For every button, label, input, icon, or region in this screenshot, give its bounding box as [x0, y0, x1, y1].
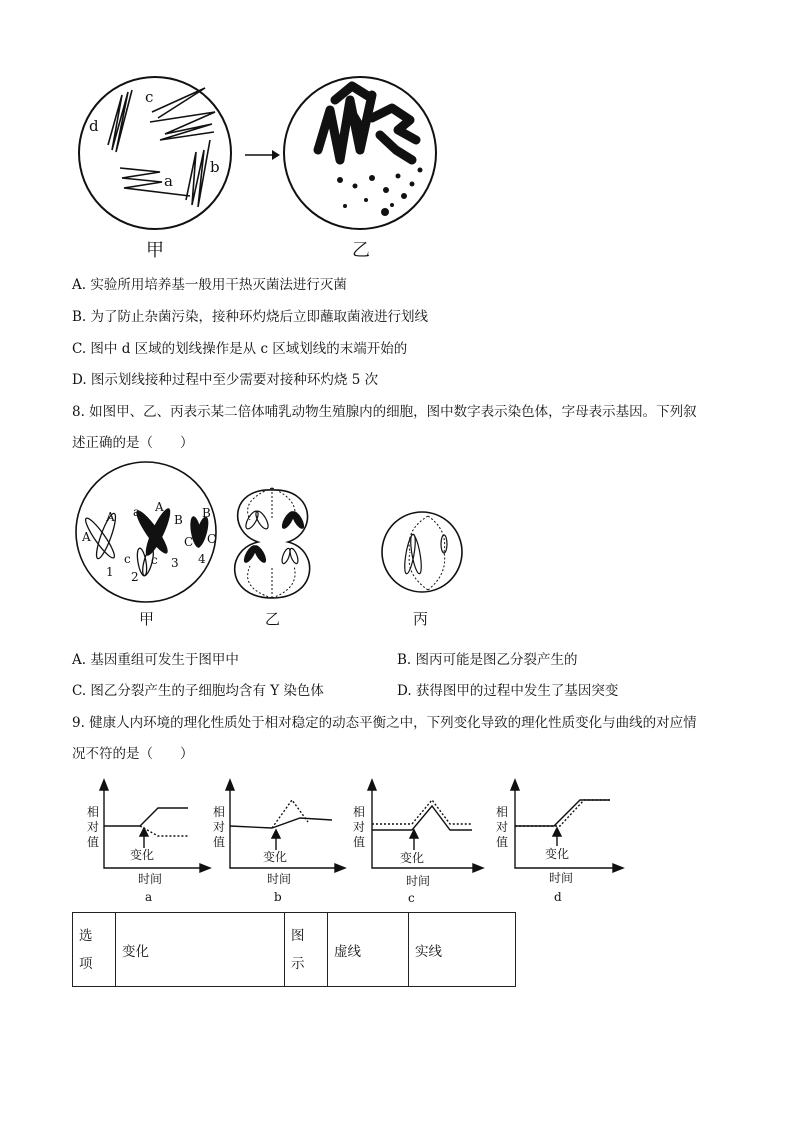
q7-option-c: C. 图中 d 区域的划线操作是从 c 区域划线的末端开始的 [72, 341, 408, 357]
table-header-solid: 实线 [409, 913, 516, 987]
table-header-option [73, 913, 116, 987]
gene-label-a: a [133, 505, 141, 519]
graph-b-ylabel-2: 对 [213, 820, 226, 834]
table-header-figure-2: 示 [291, 955, 305, 972]
q8-stem-line2: 述正确的是（ ） [72, 435, 194, 451]
graph-b-xlabel: 时间 [267, 872, 292, 886]
gene-label-B-left: B [174, 513, 183, 527]
q8-option-a: A. 基因重组可发生于图甲中 [72, 652, 239, 668]
graph-d-xlabel: 时间 [549, 871, 574, 885]
graph-d-ylabel-3: 值 [496, 835, 509, 849]
graph-d-ylabel-1: 相 [496, 805, 509, 819]
q7-option-b: B. 为了防止杂菌污染，接种环灼烧后立即蘸取菌液进行划线 [72, 309, 429, 325]
graph-c-ylabel-2: 对 [353, 820, 366, 834]
cell-label-jia: 甲 [139, 610, 155, 628]
answer-table [72, 912, 516, 987]
zone-label-d: d [89, 117, 99, 135]
graph-c-xlabel: 时间 [406, 874, 431, 888]
gene-label-A-lower: A [82, 530, 91, 544]
table-header-option-1: 选 [79, 927, 93, 944]
q9-stem-line2: 况不符的是（ ） [72, 746, 194, 762]
graph-d-ylabel-2: 对 [496, 820, 509, 834]
q9-stem-line1: 9. 健康人内环境的理化性质处于相对稳定的动态平衡之中，下列变化导致的理化性质变化与曲线的对应情 [72, 715, 697, 731]
graph-a-ylabel-3: 值 [87, 835, 100, 849]
gene-label-C-right: C [207, 532, 217, 546]
q8-option-d: D. 获得图甲的过程中发生了基因突变 [397, 683, 619, 699]
q7-option-a: A. 实验所用培养基一般用干热灭菌法进行灭菌 [72, 277, 347, 293]
graph-c-change: 变化 [400, 851, 425, 865]
zone-label-c: c [145, 88, 154, 106]
graph-a-ylabel-1: 相 [87, 805, 100, 819]
zone-label-b: b [210, 158, 220, 176]
graph-d-tag: d [554, 890, 562, 904]
graph-a-tag: a [145, 890, 153, 904]
plate-label-right: 乙 [352, 240, 370, 261]
graph-a-xlabel: 时间 [138, 872, 163, 886]
table-row [73, 913, 516, 987]
table-header-figure [285, 913, 328, 987]
cell-label-yi: 乙 [265, 610, 281, 628]
graph-c-tag: c [408, 891, 415, 905]
chromosome-number-2: 2 [131, 570, 139, 584]
q7-option-d: D. 图示划线接种过程中至少需要对接种环灼烧 5 次 [72, 372, 379, 388]
gene-label-A-left: A [106, 510, 115, 524]
table-header-change: 变化 [116, 913, 285, 987]
gene-label-c-right: c [151, 553, 158, 567]
table-header-dashed: 虚线 [328, 913, 409, 987]
graphs-figure [0, 778, 794, 898]
q8-option-c: C. 图乙分裂产生的子细胞均含有 Y 染色体 [72, 683, 324, 699]
table-header-option-2: 项 [79, 955, 93, 972]
graph-c-ylabel-1: 相 [353, 805, 366, 819]
chromosome-number-3: 3 [171, 556, 179, 570]
cell-division-figure [0, 470, 794, 630]
plate-label-left: 甲 [146, 240, 164, 261]
graph-c-ylabel-3: 值 [353, 835, 366, 849]
gene-label-C-left: C [184, 535, 194, 549]
chromosome-number-1: 1 [106, 565, 114, 579]
gene-label-A-right: A [155, 500, 164, 514]
graph-d-change: 变化 [545, 847, 570, 861]
gene-label-c-left: c [124, 552, 131, 566]
q8-stem-line1: 8. 如图甲、乙、丙表示某二倍体哺乳动物生殖腺内的细胞，图中数字表示染色体，字母表示基因。下列叙 [72, 404, 697, 420]
graph-b-ylabel-1: 相 [213, 805, 226, 819]
chromosome-number-4: 4 [198, 552, 206, 566]
cell-label-bing: 丙 [413, 610, 429, 628]
gene-label-B-right: B [202, 506, 211, 520]
zone-label-a: a [164, 172, 173, 190]
graph-b-change: 变化 [263, 850, 288, 864]
q8-option-b: B. 图丙可能是图乙分裂产生的 [397, 652, 578, 668]
streak-plate-figure [0, 0, 794, 270]
graph-b-tag: b [274, 890, 282, 904]
table-header-figure-1: 图 [291, 927, 305, 944]
graph-a-change: 变化 [130, 848, 155, 862]
graph-a-ylabel-2: 对 [87, 820, 100, 834]
graph-b-ylabel-3: 值 [213, 835, 226, 849]
